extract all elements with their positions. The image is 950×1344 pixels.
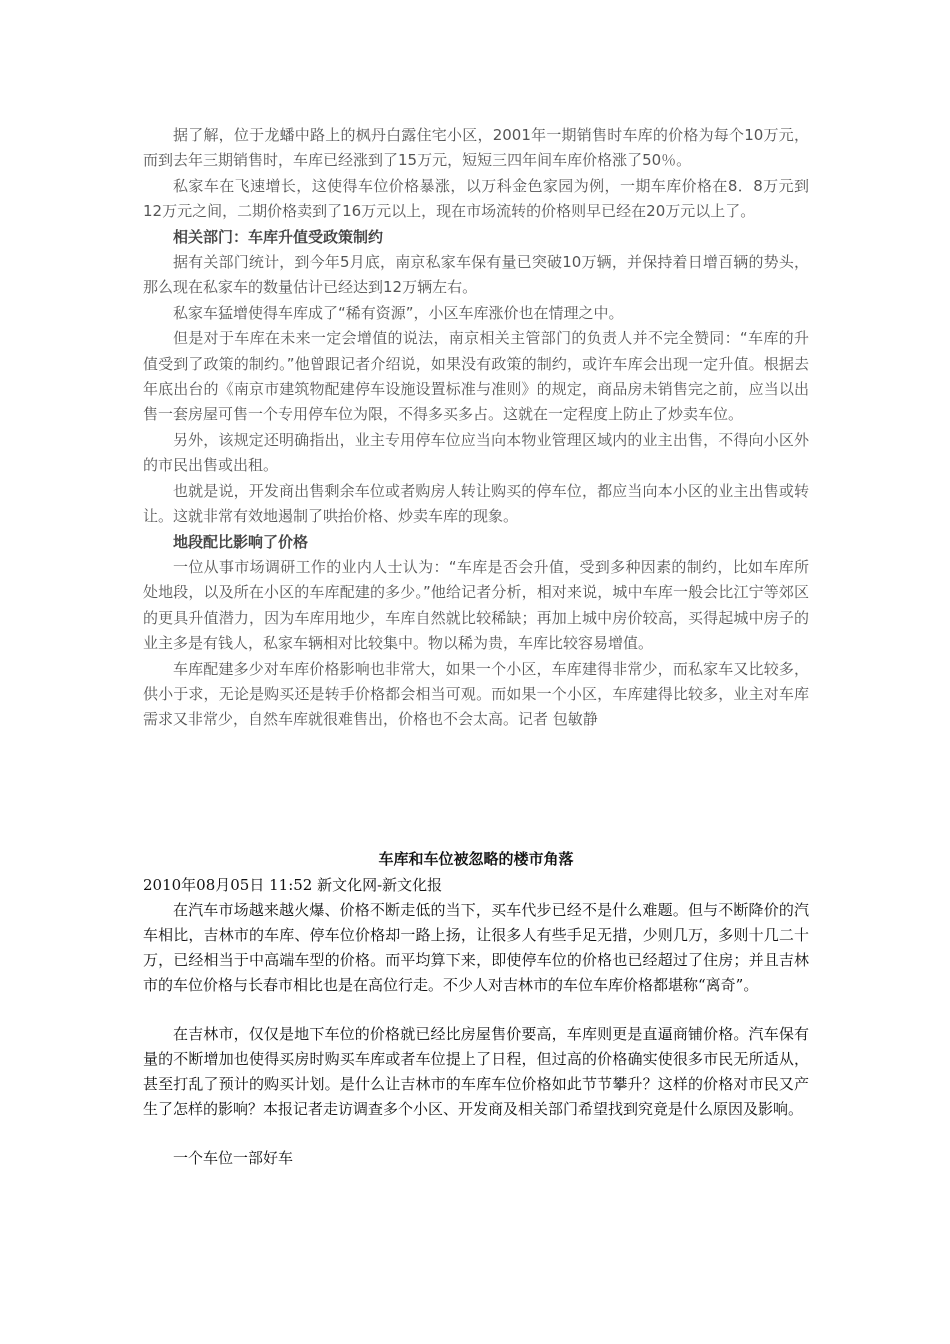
article-section-1 bbox=[143, 123, 809, 733]
paragraph: 私家车猛增使得车库成了“稀有资源”，小区车库涨价也在情理之中。 bbox=[173, 303, 624, 322]
paragraph: 在汽车市场越来越火爆、价格不断走低的当下，买车代步已经不是什么难题。但与不断降价的汽车相比，吉林市的车库、停车位价格却一路上扬，让很多人有些手足无措，少则几万，多则十几二十万，已经相当于中高端车型的价格。而平均算下来，即使停车位的价格也已经超过了住房；并且吉林市的车位价格与长春市相比也是在高位行走。不少人对吉林市的车位车库价格都堪称“离奇”。 bbox=[143, 901, 809, 994]
paragraph: 另外，该规定还明确指出，业主专用停车位应当向本物业管理区域内的业主出售，不得向小区外的市民出售或出租。 bbox=[143, 430, 809, 475]
paragraph: 也就是说，开发商出售剩余车位或者购房人转让购买的停车位，都应当向本小区的业主出售或转让。这就非常有效地遏制了哄抬价格、炒卖车库的现象。 bbox=[143, 481, 809, 526]
paragraph: 据了解，位于龙蟠中路上的枫丹白露住宅小区，2001年一期销售时车库的价格为每个10万元，而到去年三期销售时，车库已经涨到了15万元，短短三四年间车库价格涨了50％。 bbox=[143, 126, 809, 170]
article-meta: 2010年08月05日 11:52 新文化网-新文化报 bbox=[143, 876, 443, 894]
article-title: 车库和车位被忽略的楼市角落 bbox=[378, 850, 574, 868]
section-heading: 地段配比影响了价格 bbox=[173, 532, 309, 551]
paragraph: 一位从事市场调研工作的业内人士认为：“车库是否会升值，受到多种因素的制约，比如车库所处地段，以及所在小区的车库配建的多少。”他给记者分析，相对来说，城中车库一般会比江宁等郊区的更具升值潜力，因为车库用地少，车库自然就比较稀缺；再加上城中房价较高，买得起城中房子的业主多是有钱人，私家车辆相对比较集中。物以稀为贵，车库比较容易增值。 bbox=[143, 557, 809, 653]
paragraph: 私家车在飞速增长，这使得车位价格暴涨，以万科金色家园为例，一期车库价格在8．8万元到12万元之间，二期价格卖到了16万元以上，现在市场流转的价格则早已经在20万元以上了。 bbox=[143, 176, 809, 221]
paragraph: 在吉林市，仅仅是地下车位的价格就已经比房屋售价要高，车库则更是直逼商铺价格。汽车保有量的不断增加也使得买房时购买车库或者车位提上了日程，但过高的价格确实使很多市民无所适从，甚至打乱了预计的购买计划。是什么让吉林市的车库车位价格如此节节攀升？这样的价格对市民又产生了怎样的影响？本报记者走访调查多个小区、开发商及相关部门希望找到究竟是什么原因及影响。 bbox=[143, 1025, 809, 1118]
blank-line bbox=[143, 1122, 809, 1146]
subheading: 一个车位一部好车 bbox=[173, 1149, 294, 1167]
blank-line bbox=[143, 998, 809, 1022]
paragraph: 但是对于车库在未来一定会增值的说法，南京相关主管部门的负责人并不完全赞同：“车库的升值受到了政策的制约。”他曾跟记者介绍说，如果没有政策的制约，或许车库会出现一定升值。根据去年底出台的《南京市建筑物配建停车设施设置标准与准则》的规定，商品房未销售完之前，应当以出售一套房屋可售一个专用停车位为限，不得多买多占。这就在一定程度上防止了炒卖车位。 bbox=[143, 329, 809, 424]
paragraph: 车库配建多少对车库价格影响也非常大，如果一个小区，车库建得非常少，而私家车又比较多，供小于求，无论是购买还是转手价格都会相当可观。而如果一个小区，车库建得比较多，业主对车库需求又非常少，自然车库就很难售出，价格也不会太高。记者 包敏静 bbox=[143, 659, 809, 729]
section-heading: 相关部门：车库升值受政策制约 bbox=[173, 227, 384, 246]
article-section-2 bbox=[143, 847, 809, 1171]
paragraph: 据有关部门统计，到今年5月底，南京私家车保有量已突破10万辆，并保持着日增百辆的势头，那么现在私家车的数量估计已经达到12万辆左右。 bbox=[143, 253, 809, 297]
